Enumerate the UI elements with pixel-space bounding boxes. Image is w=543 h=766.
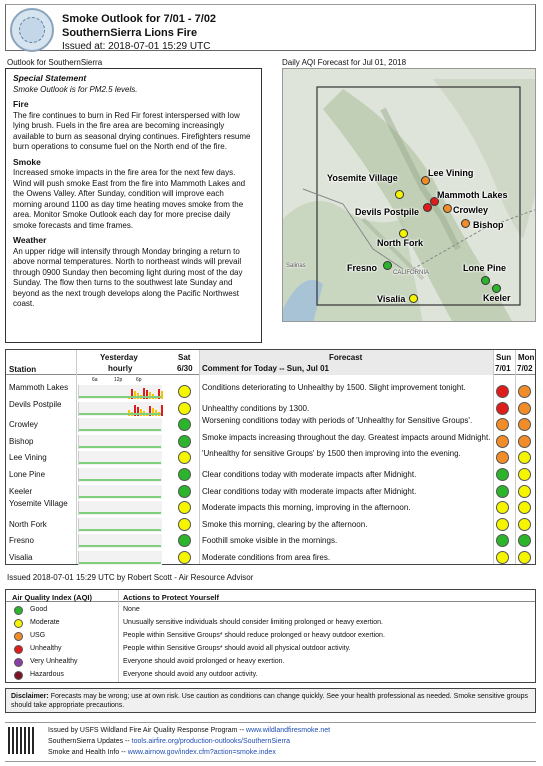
- mon-aqi-dot: [518, 468, 531, 481]
- map-label-devils-postpile: Devils Postpile: [355, 207, 420, 217]
- legend-action: Everyone should avoid prolonged or heavy exertion.: [123, 658, 285, 665]
- sat-aqi-dot: [178, 485, 191, 498]
- station-name: Bishop: [9, 436, 34, 446]
- hourly-bar: [161, 391, 163, 399]
- map-marker[interactable]: [481, 276, 490, 285]
- legend-swatch: [14, 671, 23, 680]
- sat-aqi-dot: [178, 402, 191, 415]
- legend-row: [6, 631, 535, 643]
- map-marker[interactable]: [423, 203, 432, 212]
- hourly-baseline: [79, 512, 161, 514]
- col-mon-date: 7/02: [517, 364, 533, 373]
- forecast-comment: Clear conditions today with moderate impacts after Midnight.: [202, 470, 417, 479]
- legend-swatch: [14, 658, 23, 667]
- map-marker[interactable]: [383, 261, 392, 270]
- legend-category: Unhealthy: [30, 645, 62, 652]
- hour-tick: 6p: [136, 377, 142, 383]
- map-label-bishop: Bishop: [473, 220, 504, 230]
- col-station: Station: [9, 365, 37, 374]
- hourly-baseline: [79, 446, 161, 448]
- sat-aqi-dot: [178, 451, 191, 464]
- hour-tick: 12p: [114, 377, 123, 383]
- forecast-comment: Clear conditions today with moderate impacts after Midnight.: [202, 486, 417, 496]
- station-name: Mammoth Lakes: [9, 383, 69, 392]
- hourly-baseline: [79, 529, 161, 531]
- mon-aqi-dot: [518, 418, 531, 431]
- sat-aqi-dot: [178, 385, 191, 398]
- footer-line-2: [48, 738, 290, 745]
- map-marker[interactable]: [492, 284, 501, 293]
- legend-swatch: [14, 606, 23, 615]
- forecast-comment: Moderate impacts this morning, improving in the afternoon.: [202, 503, 411, 513]
- col-sun: Sun: [496, 353, 512, 362]
- hourly-baseline: [79, 496, 161, 498]
- forecast-table: [5, 349, 536, 565]
- forecast-comment: Unhealthy conditions by 1300.: [202, 403, 310, 413]
- legend-category: Moderate: [30, 619, 60, 626]
- column-divider: [76, 350, 77, 564]
- weather-text: An upper ridge will intensify through Monday bringing a return to above normal temperatures. North to northeast winds will prevail through 0900 Sunday then becoming light during most of the day Sunday. The flow then turns to the southwest late Sunday and beyond as the next trough develops along the Pacific Northwest coast.: [13, 246, 243, 308]
- map-label-keeler: Keeler: [483, 293, 511, 303]
- special-heading: Special Statement: [13, 73, 87, 83]
- map-label-fresno: Fresno: [347, 263, 378, 273]
- fire-text: The fire continues to burn in Red Fir forest interspersed with low lying brush. Fuels in the fire area are becoming increasingly available to burn as seasonal drying continues. Firefighters resume burn operations to consume fuel on the North end of the fire.: [13, 110, 251, 151]
- sat-aqi-dot: [178, 418, 191, 431]
- hourly-baseline: [79, 396, 161, 398]
- sun-aqi-dot: [496, 485, 509, 498]
- report-subtitle: SouthernSierra Lions Fire: [62, 27, 198, 39]
- forecast-comment: Moderate conditions from area fires.: [202, 553, 331, 562]
- sun-aqi-dot: [496, 451, 509, 464]
- legend-action: None: [123, 606, 140, 613]
- legend-action: Everyone should avoid any outdoor activity.: [123, 671, 258, 678]
- fire-heading: Fire: [13, 99, 29, 109]
- map-marker[interactable]: [461, 219, 470, 228]
- footer-line-2-text: SouthernSierra Updates --: [48, 738, 130, 745]
- sun-aqi-dot: [496, 501, 509, 514]
- report-header: [5, 4, 536, 51]
- issued-timestamp: Issued at: 2018-07-01 15:29 UTC: [62, 41, 211, 52]
- forecast-comment: 'Unhealthy for sensitive Groups' by 1500 then improving into the evening.: [202, 449, 461, 459]
- sun-aqi-dot: [496, 385, 509, 398]
- map-marker[interactable]: [409, 294, 418, 303]
- footer-line-1: [48, 727, 330, 734]
- disclaimer-label: Disclaimer:: [11, 693, 49, 700]
- station-name: Visalia: [9, 553, 33, 562]
- forecast-comment: Worsening conditions today with periods of 'Unhealthy for Sensitive Groups'.: [202, 416, 473, 426]
- hourly-baseline: [79, 462, 161, 464]
- smoke-text: Increased smoke impacts in the fire area for the next few days. Wind will push smoke East from the fire into Mammoth Lakes and the Owens Valley. After Sunday, condition will improve each morning around 1100 as day time heating moves smoke from the area. Monitor Smoke Outlook each day for more precise daily smoke forecasts and time frames.: [13, 168, 246, 230]
- map-marker[interactable]: [443, 204, 452, 213]
- col-sat: Sat: [178, 353, 191, 362]
- column-divider: [199, 350, 200, 564]
- mon-aqi-dot: [518, 451, 531, 464]
- legend-action: People within Sensitive Groups* should avoid all physical outdoor activity.: [123, 645, 351, 652]
- map-label-north-fork: North Fork: [377, 238, 423, 248]
- legend-category: USG: [30, 632, 46, 639]
- col-forecast: Forecast: [329, 353, 363, 362]
- station-name: Fresno: [9, 536, 34, 546]
- legend-action: People within Sensitive Groups* should reduce prolonged or heavy outdoor exertion.: [123, 632, 385, 639]
- station-name: North Fork: [9, 519, 47, 529]
- hourly-bar: [161, 405, 163, 416]
- report-title: Smoke Outlook for 7/01 - 7/02: [62, 13, 217, 25]
- col-mon: Mon: [518, 353, 535, 362]
- qr-code-icon[interactable]: [8, 727, 35, 754]
- smoke-heading: Smoke: [13, 156, 41, 167]
- map-label-lone-pine: Lone Pine: [463, 263, 507, 273]
- outlook-caption: Outlook for SouthernSierra: [7, 58, 103, 67]
- legend-swatch: [14, 645, 23, 654]
- mon-aqi-dot: [518, 501, 531, 514]
- mon-aqi-dot: [518, 435, 531, 448]
- footer-line-3: [48, 749, 276, 756]
- sat-aqi-dot: [178, 518, 191, 531]
- legend-action: Unusually sensitive individuals should consider limiting prolonged or heavy exertion.: [123, 619, 383, 626]
- airnow-link[interactable]: www.airnow.gov/index.cfm?action=smoke.index: [127, 749, 276, 756]
- sun-aqi-dot: [496, 418, 509, 431]
- hourly-baseline: [79, 545, 161, 547]
- agency-seal-icon: [10, 8, 54, 52]
- legend-row: [6, 618, 535, 630]
- mon-aqi-dot: [518, 534, 531, 547]
- col-yesterday: Yesterday: [100, 353, 138, 362]
- station-name: Crowley: [9, 420, 38, 430]
- column-divider: [493, 350, 494, 564]
- legend-divider: [118, 590, 119, 682]
- forecast-comment: Smoke impacts increasing throughout the day. Greatest impacts around Midnight.: [202, 432, 491, 442]
- legend-category: Hazardous: [30, 671, 64, 678]
- sun-aqi-dot: [496, 551, 509, 564]
- sat-aqi-dot: [178, 468, 191, 481]
- hourly-baseline: [79, 429, 161, 431]
- col-sat-date: 6/30: [177, 364, 193, 373]
- legend-header-aqi: Air Quality Index (AQI): [12, 593, 93, 602]
- sat-aqi-dot: [178, 551, 191, 564]
- legend-swatch: [14, 619, 23, 628]
- hourly-baseline: [79, 479, 161, 481]
- forecast-comment: Foothill smoke visible in the mornings.: [202, 536, 338, 546]
- legend-row: [6, 605, 535, 617]
- legend-category: Good: [30, 606, 48, 613]
- wildlandfiresmoke-link[interactable]: www.wildlandfiresmoke.net: [246, 727, 331, 734]
- hourly-baseline: [79, 413, 161, 415]
- map-caption: Daily AQI Forecast for Jul 01, 2018: [282, 58, 407, 67]
- station-name: Lee Vining: [9, 453, 47, 463]
- sat-aqi-dot: [178, 534, 191, 547]
- footer-line-1-text: Issued by USFS Wildland Fire Air Quality Response Program --: [48, 727, 245, 734]
- mon-aqi-dot: [518, 485, 531, 498]
- aqi-legend: [5, 589, 536, 683]
- map-label-visalia: Visalia: [377, 294, 406, 304]
- disclaimer-text: Forecasts may be wrong; use at own risk. Use caution as conditions can change quickly. See your health professional as needed. Smoke sensitive groups should take appropriate precautions.: [11, 693, 528, 709]
- station-name: Yosemite Village: [9, 499, 68, 509]
- statement-box: [5, 68, 262, 343]
- forecast-comment: Smoke this morning, clearing by the afternoon.: [202, 519, 368, 529]
- map-state-label: CALIFORNIA: [393, 270, 430, 276]
- legend-row: [6, 670, 535, 682]
- col-comment: Comment for Today -- Sun, Jul 01: [202, 364, 329, 373]
- sat-aqi-dot: [178, 435, 191, 448]
- mon-aqi-dot: [518, 518, 531, 531]
- outlook-updates-link[interactable]: tools.airfire.org/production-outlooks/SouthernSierra: [131, 738, 291, 745]
- mon-aqi-dot: [518, 402, 531, 415]
- legend-category: Very Unhealthy: [30, 658, 78, 665]
- mon-aqi-dot: [518, 551, 531, 564]
- map-label-mammoth: Mammoth Lakes: [437, 190, 508, 200]
- sun-aqi-dot: [496, 518, 509, 531]
- hourly-baseline: [79, 562, 161, 564]
- station-name: Keeler: [9, 486, 33, 496]
- map-marker[interactable]: [399, 229, 408, 238]
- map-label-crowley: Crowley: [453, 205, 489, 215]
- mon-aqi-dot: [518, 385, 531, 398]
- special-text: Smoke Outlook is for PM2.5 levels.: [13, 84, 138, 94]
- weather-heading: Weather: [13, 235, 47, 245]
- column-divider: [515, 350, 516, 564]
- map-marker[interactable]: [395, 190, 404, 199]
- legend-row: [6, 657, 535, 669]
- aqi-map[interactable]: [282, 68, 536, 322]
- sun-aqi-dot: [496, 402, 509, 415]
- hour-tick: 6a: [92, 377, 98, 383]
- station-name: Devils Postpile: [9, 399, 62, 409]
- map-label-lee-vining: Lee Vining: [428, 168, 474, 178]
- sat-aqi-dot: [178, 501, 191, 514]
- legend-row: [6, 644, 535, 656]
- col-hourly: hourly: [108, 364, 133, 373]
- sun-aqi-dot: [496, 534, 509, 547]
- footer-line-3-text: Smoke and Health Info --: [48, 749, 126, 756]
- map-label-yosemite: Yosemite Village: [327, 173, 398, 183]
- issued-by: Issued 2018-07-01 15:29 UTC by Robert Scott - Air Resource Advisor: [7, 573, 254, 582]
- disclaimer: [5, 688, 536, 713]
- map-city-label: Salinas: [286, 263, 306, 269]
- col-sun-date: 7/01: [495, 364, 511, 373]
- forecast-comment: Conditions deteriorating to Unhealthy by 1500. Slight improvement tonight.: [202, 383, 466, 392]
- legend-header-actions: Actions to Protect Yourself: [123, 593, 219, 602]
- sun-aqi-dot: [496, 468, 509, 481]
- sun-aqi-dot: [496, 435, 509, 448]
- legend-swatch: [14, 632, 23, 641]
- station-name: Lone Pine: [9, 470, 46, 479]
